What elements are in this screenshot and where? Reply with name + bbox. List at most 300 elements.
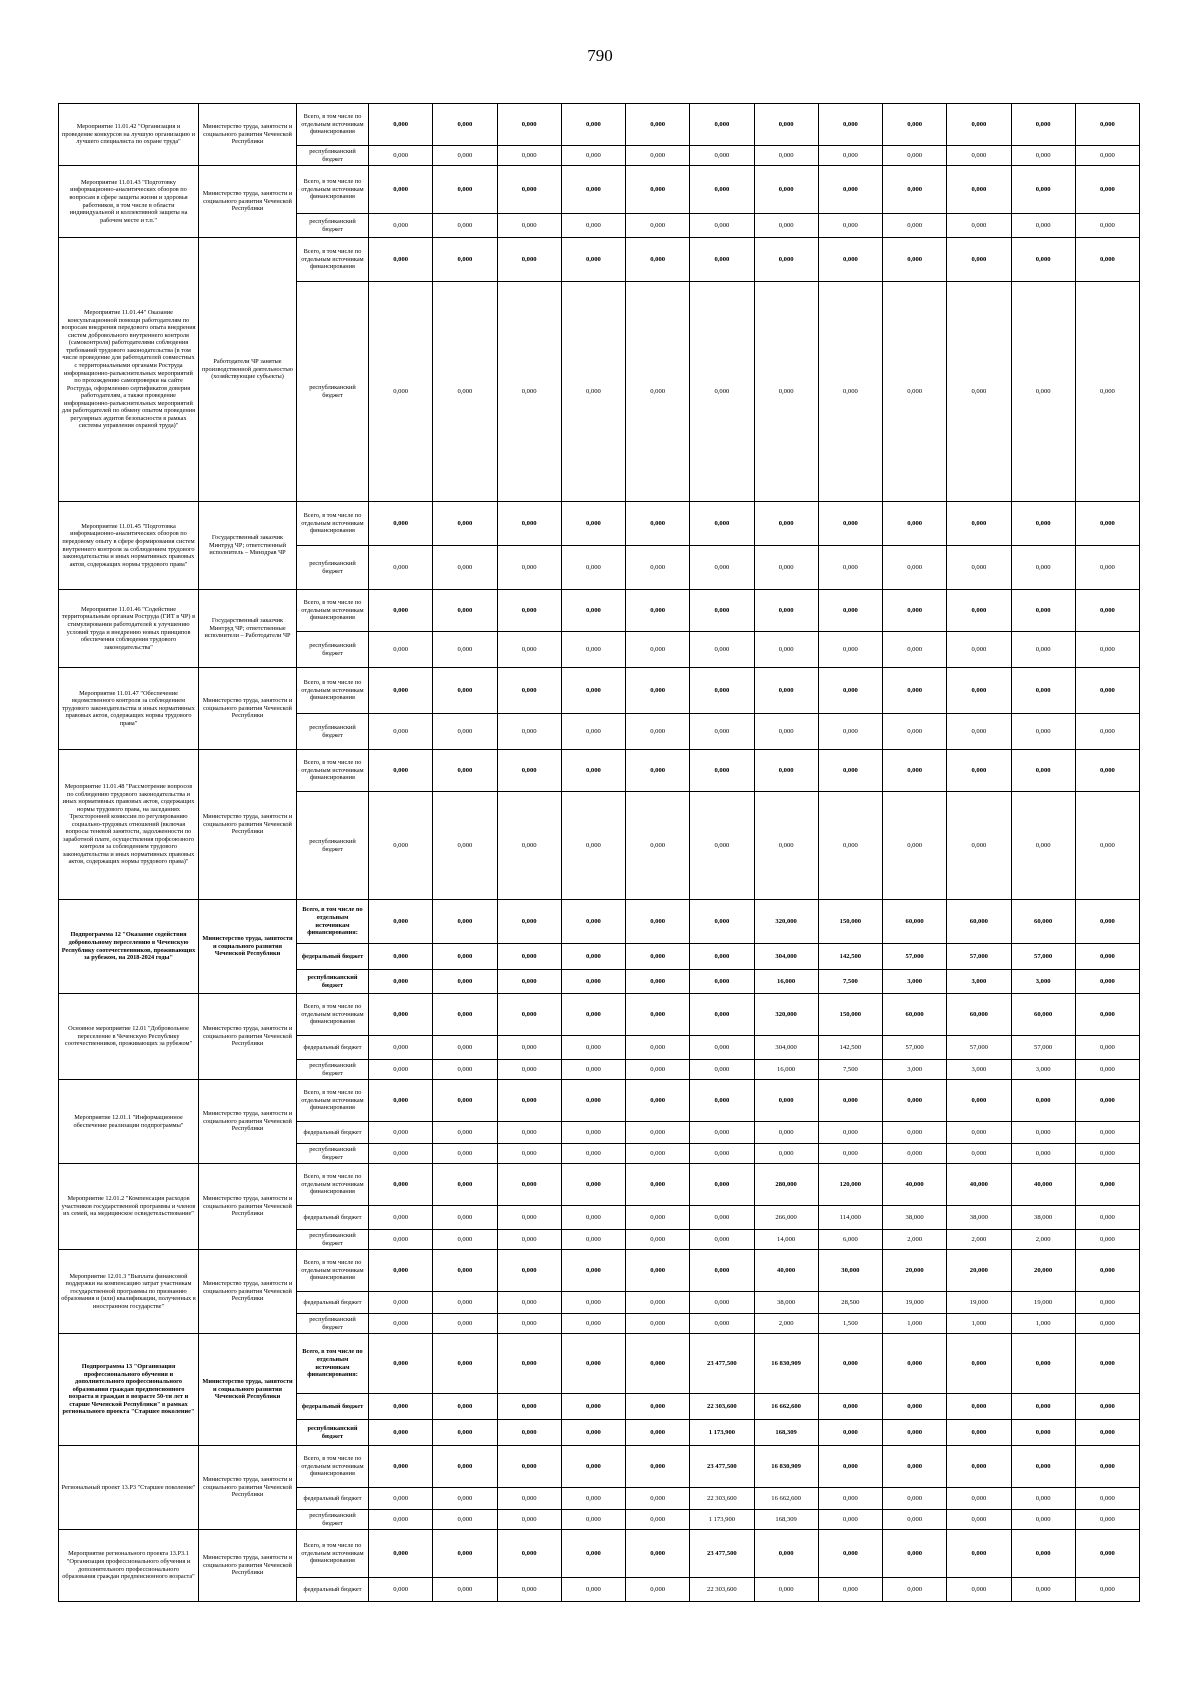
amount-cell: 0,000 xyxy=(1075,668,1139,714)
amount-cell: 0,000 xyxy=(497,214,561,238)
amount-cell: 6,000 xyxy=(818,1230,882,1250)
amount-cell: 23 477,500 xyxy=(690,1446,754,1488)
funding-source: федеральный бюджет xyxy=(297,1394,369,1420)
amount-cell: 0,000 xyxy=(1075,1206,1139,1230)
amount-cell: 0,000 xyxy=(883,282,947,502)
amount-cell: 0,000 xyxy=(561,1420,625,1446)
amount-cell: 0,000 xyxy=(883,750,947,792)
amount-cell: 0,000 xyxy=(561,238,625,282)
amount-cell: 0,000 xyxy=(497,546,561,590)
amount-cell: 0,000 xyxy=(626,1292,690,1314)
amount-cell: 0,000 xyxy=(626,792,690,900)
funding-source: Всего, в том числе по отдельным источникам финансирования xyxy=(297,502,369,546)
amount-cell: 0,000 xyxy=(690,282,754,502)
amount-cell: 0,000 xyxy=(433,502,497,546)
amount-cell: 0,000 xyxy=(690,792,754,900)
amount-cell: 0,000 xyxy=(561,282,625,502)
amount-cell: 0,000 xyxy=(497,900,561,944)
amount-cell: 0,000 xyxy=(883,1446,947,1488)
amount-cell: 0,000 xyxy=(1011,714,1075,750)
amount-cell: 0,000 xyxy=(497,668,561,714)
amount-cell: 0,000 xyxy=(818,668,882,714)
table-row xyxy=(59,900,1140,944)
activity-title: Мероприятие 11.01.44" Оказание консультационной помощи работодателям по вопросам внедрения передового опыта внедрения систем добровольного внутреннего контроля (самоконтроля) работодателями соблюдения требований трудового законодательства (в том числе проведение для работодателей совместных с территориальными органами Роструда информационно-разъяснительных мероприятий по прохождению самопроверки на сайте Роструда, оформлению сертификатов доверия работодателям, а также проведение информационно-разъяснительных мероприятий для работодателей по обмену опытом проведения регулярных аудитов безопасности в рамках системы управления охраной труда)" xyxy=(59,238,199,502)
amount-cell: 0,000 xyxy=(561,1080,625,1122)
amount-cell: 0,000 xyxy=(561,1122,625,1144)
amount-cell: 0,000 xyxy=(1075,546,1139,590)
amount-cell: 0,000 xyxy=(1075,994,1139,1036)
amount-cell: 0,000 xyxy=(369,1530,433,1578)
amount-cell: 0,000 xyxy=(1075,792,1139,900)
table-row xyxy=(59,1446,1140,1488)
amount-cell: 0,000 xyxy=(433,238,497,282)
amount-cell: 0,000 xyxy=(497,1334,561,1394)
amount-cell: 0,000 xyxy=(497,1230,561,1250)
amount-cell: 0,000 xyxy=(754,166,818,214)
amount-cell: 0,000 xyxy=(561,668,625,714)
amount-cell: 0,000 xyxy=(433,1530,497,1578)
amount-cell: 0,000 xyxy=(883,1122,947,1144)
funding-source: Всего, в том числе по отдельным источникам финансирования xyxy=(297,590,369,632)
amount-cell: 60,000 xyxy=(883,900,947,944)
amount-cell: 0,000 xyxy=(1075,750,1139,792)
amount-cell: 0,000 xyxy=(433,166,497,214)
amount-cell: 0,000 xyxy=(1075,1250,1139,1292)
amount-cell: 0,000 xyxy=(818,1122,882,1144)
amount-cell: 0,000 xyxy=(561,1530,625,1578)
amount-cell: 0,000 xyxy=(1075,900,1139,944)
amount-cell: 19,000 xyxy=(883,1292,947,1314)
table-row xyxy=(59,994,1140,1036)
amount-cell: 0,000 xyxy=(1011,632,1075,668)
amount-cell: 0,000 xyxy=(754,146,818,166)
funding-source: Всего, в том числе по отдельным источникам финансирования xyxy=(297,1530,369,1578)
amount-cell: 0,000 xyxy=(626,104,690,146)
amount-cell: 0,000 xyxy=(369,282,433,502)
amount-cell: 0,000 xyxy=(369,238,433,282)
amount-cell: 0,000 xyxy=(626,668,690,714)
activity-title: Мероприятие 11.01.48 "Рассмотрение вопросов по соблюдению трудового законодательства и иных нормативных правовых актов, содержащих нормы трудового права, на заседаниях Трехсторонней комиссии по регулированию социально-трудовых отношений (включая вопросы теневой занятости, задолженности по заработной плате, осуществления профсоюзного контроля за соблюдением трудового законодательства и иных нормативных правовых актов, содержащих нормы трудового права)" xyxy=(59,750,199,900)
amount-cell: 0,000 xyxy=(561,1060,625,1080)
amount-cell: 0,000 xyxy=(369,1164,433,1206)
activity-title: Мероприятие 12.01.3 "Выплата финансовой поддержки на компенсацию затрат участникам государственной программы по признанию образования и (или) квалификации, полученных в иностранном государстве" xyxy=(59,1250,199,1334)
table-row xyxy=(59,104,1140,146)
amount-cell: 0,000 xyxy=(754,590,818,632)
amount-cell: 0,000 xyxy=(433,900,497,944)
amount-cell: 0,000 xyxy=(369,1206,433,1230)
amount-cell: 0,000 xyxy=(497,1446,561,1488)
table-row xyxy=(59,1080,1140,1122)
amount-cell: 60,000 xyxy=(947,994,1011,1036)
executor: Министерство труда, занятости и социального развития Чеченской Республики xyxy=(199,1250,297,1334)
activity-title: Мероприятие регионального проекта 13.Р3.1 "Организация профессионального обучения и дополнительного профессионального образования граждан предпенсионного возраста" xyxy=(59,1530,199,1602)
amount-cell: 0,000 xyxy=(369,1446,433,1488)
amount-cell: 0,000 xyxy=(433,1292,497,1314)
amount-cell: 0,000 xyxy=(369,750,433,792)
amount-cell: 0,000 xyxy=(690,214,754,238)
amount-cell: 0,000 xyxy=(626,238,690,282)
amount-cell: 0,000 xyxy=(497,1080,561,1122)
amount-cell: 0,000 xyxy=(1011,1122,1075,1144)
activity-title: Подпрограмма 12 "Оказание содействия добровольному переселению в Чеченскую Республику соотечественников, проживающих за рубежом, на 2018-2024 годы" xyxy=(59,900,199,994)
activity-title: Мероприятие 12.01.2 "Компенсация расходов участников государственной программы и членов их семей, на медицинское освидетельствование" xyxy=(59,1164,199,1250)
amount-cell: 0,000 xyxy=(947,502,1011,546)
amount-cell: 0,000 xyxy=(1011,546,1075,590)
amount-cell: 0,000 xyxy=(497,282,561,502)
amount-cell: 0,000 xyxy=(433,214,497,238)
amount-cell: 304,000 xyxy=(754,944,818,970)
amount-cell: 0,000 xyxy=(497,238,561,282)
amount-cell: 0,000 xyxy=(433,546,497,590)
amount-cell: 0,000 xyxy=(1075,1530,1139,1578)
funding-source: республиканский бюджет xyxy=(297,1060,369,1080)
amount-cell: 0,000 xyxy=(883,668,947,714)
amount-cell: 0,000 xyxy=(1011,1080,1075,1122)
amount-cell: 0,000 xyxy=(369,714,433,750)
table-row xyxy=(59,668,1140,714)
amount-cell: 0,000 xyxy=(754,282,818,502)
amount-cell: 0,000 xyxy=(1011,590,1075,632)
funding-source: Всего, в том числе по отдельным источникам финансирования xyxy=(297,1080,369,1122)
amount-cell: 0,000 xyxy=(626,1206,690,1230)
amount-cell: 0,000 xyxy=(433,1420,497,1446)
activity-title: Основное мероприятие 12.01 "Добровольное переселение в Чеченскую Республику соотечественников, проживающих за рубежом" xyxy=(59,994,199,1080)
amount-cell: 0,000 xyxy=(497,502,561,546)
amount-cell: 0,000 xyxy=(754,1144,818,1164)
amount-cell: 0,000 xyxy=(883,1420,947,1446)
amount-cell: 0,000 xyxy=(1075,166,1139,214)
amount-cell: 142,500 xyxy=(818,944,882,970)
amount-cell: 1 173,900 xyxy=(690,1420,754,1446)
amount-cell: 0,000 xyxy=(497,1488,561,1510)
amount-cell: 0,000 xyxy=(497,1530,561,1578)
amount-cell: 0,000 xyxy=(369,166,433,214)
amount-cell: 0,000 xyxy=(883,1394,947,1420)
amount-cell: 0,000 xyxy=(626,970,690,994)
amount-cell: 0,000 xyxy=(690,166,754,214)
amount-cell: 0,000 xyxy=(818,238,882,282)
amount-cell: 0,000 xyxy=(433,1488,497,1510)
funding-source: республиканский бюджет xyxy=(297,970,369,994)
amount-cell: 0,000 xyxy=(433,1230,497,1250)
funding-source: Всего, в том числе по отдельным источникам финансирования xyxy=(297,1250,369,1292)
amount-cell: 0,000 xyxy=(497,1420,561,1446)
amount-cell: 0,000 xyxy=(1075,970,1139,994)
amount-cell: 0,000 xyxy=(369,970,433,994)
amount-cell: 0,000 xyxy=(1075,590,1139,632)
funding-source: Всего, в том числе по отдельным источникам финансирования xyxy=(297,1164,369,1206)
amount-cell: 0,000 xyxy=(690,944,754,970)
amount-cell: 0,000 xyxy=(1011,1510,1075,1530)
executor: Министерство труда, занятости и социального развития Чеченской Республики xyxy=(199,1080,297,1164)
funding-source: федеральный бюджет xyxy=(297,1578,369,1602)
amount-cell: 0,000 xyxy=(1075,632,1139,668)
amount-cell: 320,000 xyxy=(754,900,818,944)
amount-cell: 0,000 xyxy=(1011,238,1075,282)
amount-cell: 0,000 xyxy=(433,1250,497,1292)
amount-cell: 0,000 xyxy=(433,1394,497,1420)
amount-cell: 0,000 xyxy=(626,214,690,238)
amount-cell: 16,000 xyxy=(754,970,818,994)
amount-cell: 0,000 xyxy=(369,1578,433,1602)
amount-cell: 0,000 xyxy=(947,1394,1011,1420)
amount-cell: 0,000 xyxy=(497,1036,561,1060)
amount-cell: 0,000 xyxy=(497,1164,561,1206)
amount-cell: 23 477,500 xyxy=(690,1530,754,1578)
amount-cell: 0,000 xyxy=(626,1530,690,1578)
amount-cell: 0,000 xyxy=(497,1314,561,1334)
amount-cell: 23 477,500 xyxy=(690,1334,754,1394)
amount-cell: 0,000 xyxy=(1011,146,1075,166)
funding-source: Всего, в том числе по отдельным источникам финансирования: xyxy=(297,900,369,944)
amount-cell: 0,000 xyxy=(561,502,625,546)
amount-cell: 0,000 xyxy=(369,792,433,900)
amount-cell: 22 303,600 xyxy=(690,1394,754,1420)
amount-cell: 3,000 xyxy=(1011,970,1075,994)
amount-cell: 0,000 xyxy=(561,714,625,750)
amount-cell: 168,309 xyxy=(754,1420,818,1446)
funding-source: федеральный бюджет xyxy=(297,944,369,970)
amount-cell: 0,000 xyxy=(1075,714,1139,750)
amount-cell: 0,000 xyxy=(883,1510,947,1530)
amount-cell: 0,000 xyxy=(561,104,625,146)
amount-cell: 0,000 xyxy=(369,104,433,146)
amount-cell: 0,000 xyxy=(497,1144,561,1164)
amount-cell: 0,000 xyxy=(818,502,882,546)
table-row xyxy=(59,750,1140,792)
budget-table-body xyxy=(59,104,1140,1602)
amount-cell: 0,000 xyxy=(1011,792,1075,900)
amount-cell: 0,000 xyxy=(497,792,561,900)
amount-cell: 38,000 xyxy=(947,1206,1011,1230)
amount-cell: 0,000 xyxy=(1075,1334,1139,1394)
amount-cell: 0,000 xyxy=(1011,1488,1075,1510)
amount-cell: 0,000 xyxy=(433,792,497,900)
amount-cell: 0,000 xyxy=(818,166,882,214)
amount-cell: 0,000 xyxy=(1075,238,1139,282)
amount-cell: 0,000 xyxy=(369,1060,433,1080)
amount-cell: 0,000 xyxy=(433,1314,497,1334)
amount-cell: 0,000 xyxy=(754,1122,818,1144)
amount-cell: 16,000 xyxy=(754,1060,818,1080)
amount-cell: 0,000 xyxy=(818,146,882,166)
amount-cell: 19,000 xyxy=(947,1292,1011,1314)
amount-cell: 0,000 xyxy=(626,1578,690,1602)
amount-cell: 0,000 xyxy=(1011,502,1075,546)
amount-cell: 0,000 xyxy=(1075,1164,1139,1206)
amount-cell: 0,000 xyxy=(369,944,433,970)
amount-cell: 0,000 xyxy=(561,900,625,944)
amount-cell: 0,000 xyxy=(1075,1394,1139,1420)
amount-cell: 57,000 xyxy=(947,1036,1011,1060)
amount-cell: 2,000 xyxy=(883,1230,947,1250)
table-row xyxy=(59,1164,1140,1206)
amount-cell: 0,000 xyxy=(369,632,433,668)
amount-cell: 0,000 xyxy=(369,1080,433,1122)
amount-cell: 0,000 xyxy=(497,632,561,668)
amount-cell: 0,000 xyxy=(818,282,882,502)
amount-cell: 0,000 xyxy=(626,1510,690,1530)
amount-cell: 0,000 xyxy=(1075,214,1139,238)
amount-cell: 0,000 xyxy=(883,632,947,668)
amount-cell: 0,000 xyxy=(626,1488,690,1510)
amount-cell: 0,000 xyxy=(947,792,1011,900)
amount-cell: 0,000 xyxy=(497,1206,561,1230)
funding-source: Всего, в том числе по отдельным источникам финансирования xyxy=(297,104,369,146)
amount-cell: 0,000 xyxy=(369,146,433,166)
amount-cell: 0,000 xyxy=(561,166,625,214)
amount-cell: 0,000 xyxy=(1075,1578,1139,1602)
executor: Министерство труда, занятости и социального развития Чеченской Республики xyxy=(199,1446,297,1530)
amount-cell: 0,000 xyxy=(883,502,947,546)
amount-cell: 0,000 xyxy=(1075,282,1139,502)
amount-cell: 0,000 xyxy=(1075,1036,1139,1060)
amount-cell: 0,000 xyxy=(1075,1314,1139,1334)
amount-cell: 0,000 xyxy=(433,632,497,668)
amount-cell: 0,000 xyxy=(690,1292,754,1314)
amount-cell: 0,000 xyxy=(690,1250,754,1292)
amount-cell: 0,000 xyxy=(883,1530,947,1578)
amount-cell: 57,000 xyxy=(1011,1036,1075,1060)
amount-cell: 28,500 xyxy=(818,1292,882,1314)
amount-cell: 0,000 xyxy=(561,1488,625,1510)
amount-cell: 0,000 xyxy=(561,970,625,994)
amount-cell: 30,000 xyxy=(818,1250,882,1292)
amount-cell: 2,000 xyxy=(1011,1230,1075,1250)
amount-cell: 0,000 xyxy=(1011,1334,1075,1394)
amount-cell: 0,000 xyxy=(1075,1420,1139,1446)
amount-cell: 0,000 xyxy=(947,714,1011,750)
amount-cell: 0,000 xyxy=(497,1122,561,1144)
executor: Министерство труда, занятости и социального развития Чеченской Республики xyxy=(199,750,297,900)
amount-cell: 0,000 xyxy=(754,714,818,750)
amount-cell: 0,000 xyxy=(1075,146,1139,166)
amount-cell: 0,000 xyxy=(947,632,1011,668)
funding-source: Всего, в том числе по отдельным источникам финансирования xyxy=(297,1446,369,1488)
table-row xyxy=(59,1334,1140,1394)
amount-cell: 0,000 xyxy=(1075,1060,1139,1080)
amount-cell: 0,000 xyxy=(626,1446,690,1488)
amount-cell: 0,000 xyxy=(754,750,818,792)
amount-cell: 0,000 xyxy=(626,1394,690,1420)
amount-cell: 0,000 xyxy=(818,1446,882,1488)
amount-cell: 0,000 xyxy=(883,1080,947,1122)
amount-cell: 0,000 xyxy=(947,546,1011,590)
amount-cell: 0,000 xyxy=(1075,1080,1139,1122)
amount-cell: 0,000 xyxy=(626,994,690,1036)
amount-cell: 0,000 xyxy=(561,214,625,238)
amount-cell: 7,500 xyxy=(818,1060,882,1080)
executor: Работодатели ЧР занятые производственной деятельностью (хозяйствующие субъекты) xyxy=(199,238,297,502)
amount-cell: 0,000 xyxy=(818,632,882,668)
amount-cell: 0,000 xyxy=(947,214,1011,238)
executor: Министерство труда, занятости и социального развития Чеченской Республики xyxy=(199,104,297,166)
amount-cell: 0,000 xyxy=(369,1420,433,1446)
amount-cell: 16 830,909 xyxy=(754,1446,818,1488)
amount-cell: 0,000 xyxy=(818,1578,882,1602)
amount-cell: 0,000 xyxy=(1075,502,1139,546)
amount-cell: 0,000 xyxy=(947,590,1011,632)
amount-cell: 0,000 xyxy=(883,590,947,632)
amount-cell: 0,000 xyxy=(1011,750,1075,792)
amount-cell: 0,000 xyxy=(561,750,625,792)
amount-cell: 0,000 xyxy=(561,1206,625,1230)
table-row xyxy=(59,1250,1140,1292)
amount-cell: 0,000 xyxy=(433,146,497,166)
amount-cell: 0,000 xyxy=(369,1036,433,1060)
amount-cell: 266,000 xyxy=(754,1206,818,1230)
executor: Министерство труда, занятости и социального развития Чеченской Республики xyxy=(199,994,297,1080)
amount-cell: 0,000 xyxy=(690,1036,754,1060)
amount-cell: 0,000 xyxy=(626,900,690,944)
amount-cell: 0,000 xyxy=(369,1394,433,1420)
amount-cell: 0,000 xyxy=(1011,104,1075,146)
amount-cell: 0,000 xyxy=(690,1144,754,1164)
executor: Министерство труда, занятости и социального развития Чеченской Республики xyxy=(199,900,297,994)
amount-cell: 0,000 xyxy=(433,1144,497,1164)
amount-cell: 0,000 xyxy=(818,1420,882,1446)
funding-source: Всего, в том числе по отдельным источникам финансирования: xyxy=(297,1334,369,1394)
amount-cell: 2,000 xyxy=(947,1230,1011,1250)
amount-cell: 0,000 xyxy=(561,944,625,970)
amount-cell: 150,000 xyxy=(818,994,882,1036)
funding-source: республиканский бюджет xyxy=(297,632,369,668)
amount-cell: 60,000 xyxy=(947,900,1011,944)
amount-cell: 0,000 xyxy=(754,238,818,282)
amount-cell: 0,000 xyxy=(561,1314,625,1334)
amount-cell: 0,000 xyxy=(497,1292,561,1314)
amount-cell: 0,000 xyxy=(1011,1144,1075,1164)
amount-cell: 0,000 xyxy=(433,714,497,750)
amount-cell: 0,000 xyxy=(947,104,1011,146)
funding-source: республиканский бюджет xyxy=(297,214,369,238)
funding-source: республиканский бюджет xyxy=(297,1510,369,1530)
amount-cell: 1,000 xyxy=(1011,1314,1075,1334)
amount-cell: 0,000 xyxy=(561,1578,625,1602)
amount-cell: 0,000 xyxy=(561,1144,625,1164)
activity-title: Мероприятие 11.01.47 "Обеспечение ведомственного контроля за соблюдением трудового законодательства и иных нормативных правовых актов, содержащих нормы трудового права" xyxy=(59,668,199,750)
amount-cell: 0,000 xyxy=(947,166,1011,214)
amount-cell: 0,000 xyxy=(626,1250,690,1292)
amount-cell: 0,000 xyxy=(883,214,947,238)
funding-source: республиканский бюджет xyxy=(297,1230,369,1250)
amount-cell: 0,000 xyxy=(626,1060,690,1080)
amount-cell: 0,000 xyxy=(626,1164,690,1206)
executor: Министерство труда, занятости и социального развития Чеченской Республики xyxy=(199,1530,297,1602)
amount-cell: 0,000 xyxy=(818,792,882,900)
amount-cell: 0,000 xyxy=(1075,944,1139,970)
amount-cell: 1,500 xyxy=(818,1314,882,1334)
amount-cell: 1,000 xyxy=(947,1314,1011,1334)
amount-cell: 0,000 xyxy=(690,1060,754,1080)
amount-cell: 0,000 xyxy=(497,1394,561,1420)
amount-cell: 0,000 xyxy=(561,1250,625,1292)
amount-cell: 22 303,600 xyxy=(690,1578,754,1602)
amount-cell: 0,000 xyxy=(818,1144,882,1164)
budget-table xyxy=(58,103,1140,1602)
amount-cell: 40,000 xyxy=(754,1250,818,1292)
amount-cell: 0,000 xyxy=(818,1334,882,1394)
amount-cell: 20,000 xyxy=(947,1250,1011,1292)
amount-cell: 0,000 xyxy=(561,1292,625,1314)
amount-cell: 0,000 xyxy=(433,994,497,1036)
activity-title: Мероприятие 11.01.43 "Подготовку информационно-аналитических обзоров по вопросам в сфере защиты жизни и здоровья работников, в том числе в области индивидуальной и коллективной защиты на рабочем месте и т.п." xyxy=(59,166,199,238)
amount-cell: 0,000 xyxy=(369,1314,433,1334)
amount-cell: 0,000 xyxy=(754,1578,818,1602)
amount-cell: 0,000 xyxy=(626,1230,690,1250)
amount-cell: 0,000 xyxy=(497,944,561,970)
amount-cell: 40,000 xyxy=(883,1164,947,1206)
